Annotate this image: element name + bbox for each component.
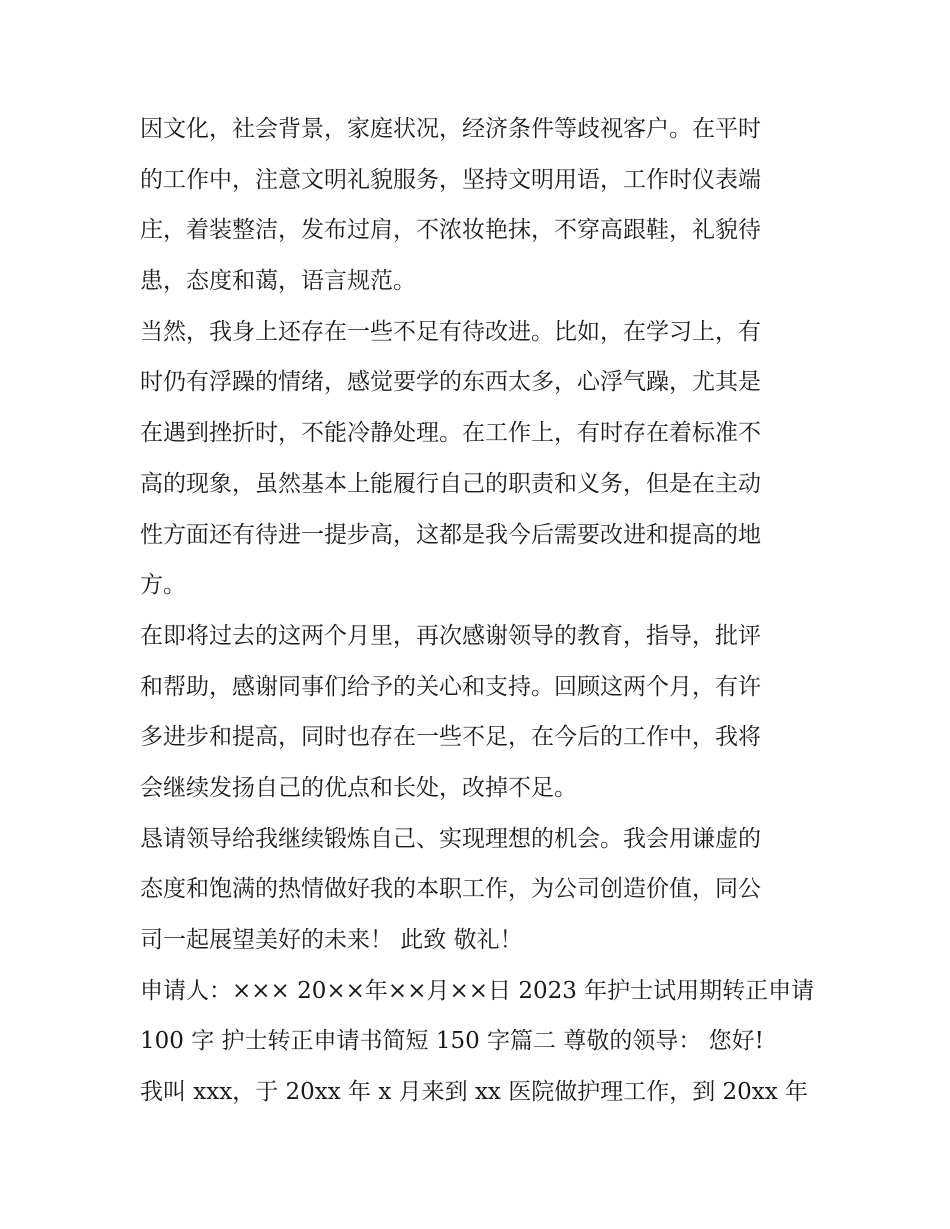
text-line: 在即将过去的这两个月里，再次感谢领导的教育，指导，批评 [140,622,761,649]
text-line: 时仍有浮躁的情绪，感觉要学的东西太多，心浮气躁，尤其是 [140,369,761,396]
text-line: 高的现象，虽然基本上能履行自己的职责和义务，但是在主动 [140,470,761,497]
text-line: 当然，我身上还存在一些不足有待改进。比如，在学习上，有 [140,318,761,345]
text-line: 申请人：××× 20××年××月××日 2023 年护士试用期转正申请 [140,977,815,1004]
text-line: 方。 [140,572,186,599]
text-line: 庄，着装整洁，发布过肩，不浓妆艳抹，不穿高跟鞋，礼貌待 [140,217,761,244]
text-line: 患，态度和蔼，语言规范。 [140,268,416,295]
text-line: 因文化，社会背景，家庭状况，经济条件等歧视客户。在平时 [140,116,761,142]
text-line: 100 字 护士转正申请书简短 150 字篇二 尊敬的领导： 您好! [140,1028,764,1055]
text-line: 恳请领导给我继续锻炼自己、实现理想的机会。我会用谦虚的 [140,825,761,852]
text-line: 司一起展望美好的未来！ 此致 敬礼！ [140,927,523,953]
text-line: 我叫 xxx，于 20xx 年 x 月来到 xx 医院做护理工作，到 20xx 年 [140,1079,809,1106]
text-line: 多进步和提高，同时也存在一些不足，在今后的工作中，我将 [140,724,761,751]
text-line: 会继续发扬自己的优点和长处，改掉不足。 [140,774,577,801]
text-line: 态度和饱满的热情做好我的本职工作，为公司创造价值，同公 [140,876,761,903]
text-line: 在遇到挫折时，不能冷静处理。在工作上，有时存在着标准不 [140,420,761,447]
text-line: 性方面还有待进一提步高，这都是我今后需要改进和提高的地 [140,521,761,548]
text-line: 和帮助，感谢同事们给予的关心和支持。回顾这两个月，有许 [140,673,761,700]
text-line: 的工作中，注意文明礼貌服务，坚持文明用语，工作时仪表端 [140,166,761,193]
document-body [140,104,820,1118]
